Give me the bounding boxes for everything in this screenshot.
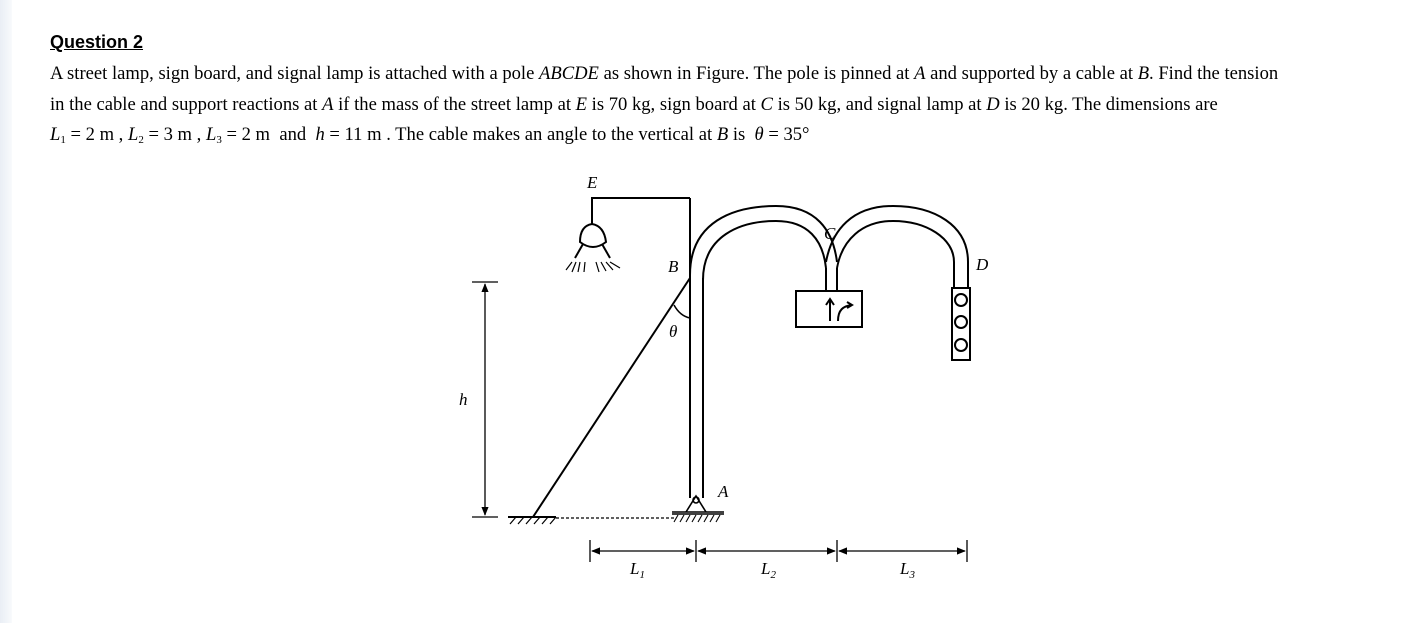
label-d: D: [976, 255, 989, 274]
street-lamp: [566, 224, 620, 272]
label-c: C: [824, 224, 836, 243]
label-a: A: [718, 482, 729, 501]
cable: [533, 278, 690, 517]
l-dimensions: [590, 540, 967, 562]
label-l1: $L_1$: [630, 559, 645, 581]
pole-arches: [690, 206, 968, 280]
theta-arc: [674, 305, 690, 318]
sign-board: [796, 268, 862, 327]
label-l2: $L_2$: [761, 559, 776, 581]
label-l3: $L_3$: [900, 559, 915, 581]
pole: [592, 198, 703, 498]
question-title: Question 2: [50, 32, 144, 52]
pin-support-a: [672, 496, 724, 522]
h-dimension: [472, 282, 498, 517]
question-line-1: A street lamp, sign board, and signal lamp is attached with a pole ABCDE as shown in Figure. The pole is pinned at A and supported by a cable at B. Find the tension: [50, 63, 1279, 84]
question-line-2: in the cable and support reactions at A if the mass of the street lamp at E is 70 kg, sign board at C is 50 kg, and signal lamp at D is 20 kg. The dimensions are: [50, 93, 1218, 115]
signal-lamp: [952, 262, 970, 360]
label-theta: θ: [669, 322, 678, 341]
cable-ground: [508, 517, 556, 524]
label-h: h: [459, 390, 468, 409]
label-e: E: [587, 173, 598, 192]
question-line-3: $L_1 = 2$ m , $L_2 = 3$ m , $L_3 = 2$ m and h = 11 m . The cable makes an angle to the vertical at B is θ = 35°: [50, 124, 810, 146]
label-b: B: [668, 257, 679, 276]
